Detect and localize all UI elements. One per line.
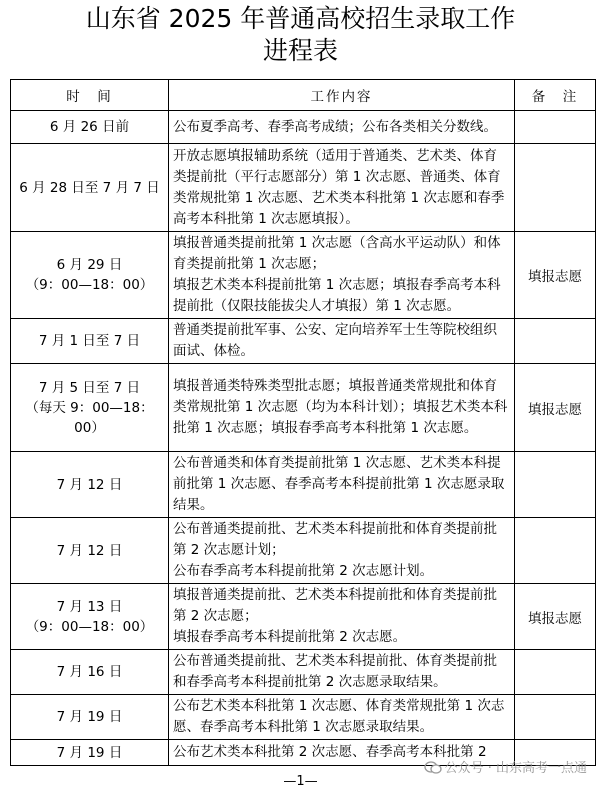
table-row	[11, 518, 596, 584]
row-content: 填报普通类提前批、艺术类本科提前批和体育类提前批第 2 次志愿； 填报春季高考本科提前批第 2 次志愿。	[169, 584, 515, 650]
table-row	[11, 364, 596, 452]
header-content: 工作内容	[169, 80, 515, 111]
row-content: 公布艺术类本科批第 1 次志愿、体育类常规批第 1 次志愿、春季高考本科批第 1 次志愿录取结果。	[169, 695, 515, 740]
table-row	[11, 319, 596, 364]
header-time: 时 间	[11, 80, 169, 111]
row-note: 填报志愿	[515, 364, 596, 452]
row-content: 填报普通类特殊类型批志愿；填报普通类常规批和体育类常规批第 1 次志愿（均为本科计划）；填报艺术类本科批第 1 次志愿；填报春季高考本科批第 1 次志愿。	[169, 364, 515, 452]
wechat-icon	[424, 761, 442, 774]
row-note	[515, 695, 596, 740]
page-number: —1—	[283, 774, 318, 789]
header-note: 备 注	[515, 80, 596, 111]
row-note	[515, 518, 596, 584]
row-time: 7 月 5 日至 7 日 （每天 9：00—18：00）	[11, 364, 169, 452]
row-note	[515, 111, 596, 144]
table-row	[11, 695, 596, 740]
row-content: 开放志愿填报辅助系统（适用于普通类、艺术类、体育类提前批（平行志愿部分）第 1 次志愿、普通类、体育类常规批第 1 次志愿、艺术类本科批第 1 次志愿和春季高考本科批第 1 次志愿填报）。	[169, 144, 515, 232]
row-content: 公布普通类提前批、艺术类本科提前批、体育类提前批和春季高考本科提前批第 2 次志愿录取结果。	[169, 650, 515, 695]
row-time: 6 月 28 日至 7 月 7 日	[11, 144, 169, 232]
row-time: 7 月 12 日	[11, 518, 169, 584]
row-content: 公布普通类提前批、艺术类本科提前批和体育类提前批第 2 次志愿计划； 公布春季高考本科提前批第 2 次志愿计划。	[169, 518, 515, 584]
table-row	[11, 584, 596, 650]
document-title: 山东省 2025 年普通高校招生录取工作	[85, 4, 516, 33]
row-note	[515, 650, 596, 695]
row-time: 6 月 26 日前	[11, 111, 169, 144]
watermark-text: 公众号 · 山东高考一点通	[444, 761, 587, 776]
row-content: 公布艺术类本科批第 2 次志愿、春季高考本科批第 2	[169, 740, 515, 766]
row-content: 公布夏季高考、春季高考成绩；公布各类相关分数线。	[169, 111, 515, 144]
row-time: 7 月 16 日	[11, 650, 169, 695]
row-content: 填报普通类提前批第 1 次志愿（含高水平运动队）和体育类提前批第 1 次志愿； 填报艺术类本科提前批第 1 次志愿；填报春季高考本科提前批（仅限技能拔尖人才填报）第 1 次志愿。	[169, 232, 515, 319]
row-content: 公布普通类和体育类提前批第 1 次志愿、艺术类本科提前批第 1 次志愿、春季高考本科提前批第 1 次志愿录取结果。	[169, 452, 515, 518]
row-time: 6 月 29 日 （9：00—18：00）	[11, 232, 169, 319]
row-note	[515, 452, 596, 518]
document-title-line2: 进程表	[262, 36, 338, 65]
table-row	[11, 144, 596, 232]
row-time: 7 月 19 日	[11, 695, 169, 740]
row-note	[515, 144, 596, 232]
table-row	[11, 111, 596, 144]
row-time: 7 月 1 日至 7 日	[11, 319, 169, 364]
table-row	[11, 650, 596, 695]
row-time: 7 月 19 日	[11, 740, 169, 766]
row-time: 7 月 12 日	[11, 452, 169, 518]
table-header-row	[11, 80, 596, 111]
row-note	[515, 319, 596, 364]
row-note: 填报志愿	[515, 584, 596, 650]
row-time: 7 月 13 日 （9：00—18：00）	[11, 584, 169, 650]
schedule-table	[10, 79, 596, 766]
table-row	[11, 232, 596, 319]
row-content: 普通类提前批军事、公安、定向培养军士生等院校组织面试、体检。	[169, 319, 515, 364]
row-note: 填报志愿	[515, 232, 596, 319]
table-row	[11, 452, 596, 518]
